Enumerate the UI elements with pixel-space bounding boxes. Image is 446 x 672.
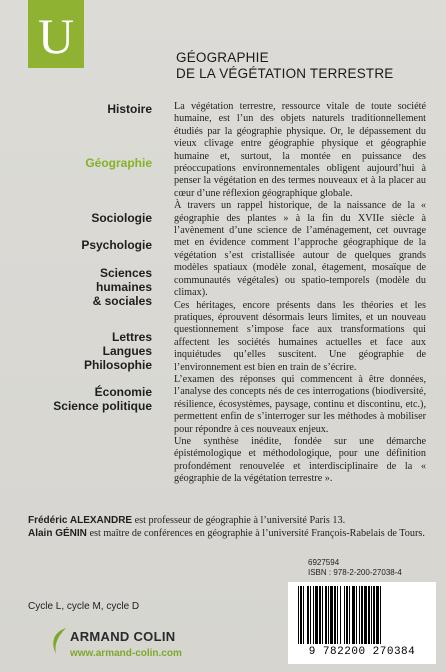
- sidebar-item-label: Philosophie: [83, 358, 152, 372]
- sidebar-item-label: & sociales: [92, 294, 152, 308]
- collection-logo: U: [28, 0, 84, 68]
- barcode-digits: 9 782200 270384: [308, 646, 416, 658]
- blurb-paragraph-4: L’examen des réponses qui commencent à être données, l’analyse des concepts nés de ces interrogations (biodiversité, résilience, écosystèmes, paysage, continu et discontinu, etc.), permettent enfin de s’interroger sur les méthodes à mobiliser pour répondre à ces nouveaux enjeux.: [174, 373, 426, 435]
- barcode: [288, 582, 436, 664]
- sidebar-item-label: Psychologie: [81, 238, 152, 252]
- sidebar-item-geographie: [2, 156, 152, 170]
- product-code: 6927594: [308, 558, 340, 567]
- blurb-paragraph-1: La végétation terrestre, ressource vitale de toute société humaine, est l’un des objets naturels traditionnellement étudiés par la géographie physique. Or, le dépassement du vieux clivage entre géographie physique et géographie humaine et, surtout, la montée en puissance des préoccupations environnementales obligent aujourd’hui à penser la végétation en des termes nouveaux et à la placer au cœur d’une réflexion géographique globale.: [174, 101, 426, 199]
- sidebar-item-sociologie: [2, 211, 152, 225]
- sidebar-item-histoire: [2, 102, 152, 116]
- swoosh-icon: [48, 626, 70, 656]
- author-desc: est maître de conférences en géographie à l’université François-Rabelais de Tours.: [86, 527, 425, 539]
- sidebar-item-label: Géographie: [85, 156, 152, 170]
- blurb-paragraph-2: À travers un rappel historique, de la naissance de la « géographie des plantes » à la fin du XVIIe siècle à l’avènement d’une science de l’aménagement, cet ouvrage met en évidence comment l’approche géographique de la végétation s’est cristallisée autour de quelques grands modèles spatiaux (modèle zonal, étagement, mosaïque de communautés végétales) ou spatio-temporels (modèle du climax).: [174, 200, 426, 299]
- publisher-logo: [48, 624, 208, 664]
- sidebar-item-label: Économie: [94, 385, 152, 399]
- sidebar-item-sciences-humaines: [2, 266, 152, 308]
- isbn-text: ISBN : 978-2-200-27038-4: [308, 568, 402, 577]
- sidebar-item-label: humaines: [95, 280, 152, 294]
- publisher-url: www.armand-colin.com: [70, 648, 182, 659]
- title-line-2: DE LA VÉGÉTATION TERRESTRE: [176, 66, 394, 81]
- blurb: [174, 101, 426, 486]
- blurb-paragraph-5: Une synthèse inédite, fondée sur une démarche épistémologique et méthodologique, pour une définition profondément renouvelée et interdisciplinaire de la « géographie de la végétation terrestre ».: [174, 435, 426, 485]
- book-title: [176, 50, 426, 82]
- sidebar-item-psychologie: [2, 238, 152, 252]
- isbn-block: [308, 558, 436, 578]
- sidebar-item-label: Sociologie: [91, 211, 152, 225]
- barcode-bars: [292, 586, 432, 646]
- sidebar-item-label: Science politique: [53, 399, 152, 413]
- sidebar-item-label: Histoire: [107, 102, 152, 116]
- author-name: Frédéric ALEXANDRE: [28, 515, 133, 526]
- author-bio-1: [28, 515, 428, 528]
- author-bios: [28, 515, 428, 540]
- sidebar-item-lettres: [2, 330, 152, 372]
- publisher-name: ARMAND COLIN: [70, 629, 176, 644]
- blurb-paragraph-3: Ces héritages, encore présents dans les théories et les pratiques, éprouvent désormais leurs limites, et un nouveau questionnement s’impose face aux transformations qui affectent les sociétés humaines actuelles et face aux inquiétudes qu’elles suscitent. Une géographie de l’environnement est bien en train de s’écrire.: [174, 299, 426, 373]
- author-name: Alain GÉNIN: [28, 527, 87, 539]
- sidebar-item-economie: [2, 385, 152, 413]
- author-bio-2: [28, 528, 428, 541]
- sidebar-item-label: Sciences: [99, 266, 152, 280]
- sidebar-item-label: Lettres: [111, 330, 152, 344]
- sidebar-item-label: Langues: [102, 344, 152, 358]
- cycle-label: Cycle L, cycle M, cycle D: [28, 601, 140, 612]
- author-desc: est professeur de géographie à l’université Paris 13.: [132, 515, 346, 526]
- title-line-1: GÉOGRAPHIE: [176, 50, 269, 65]
